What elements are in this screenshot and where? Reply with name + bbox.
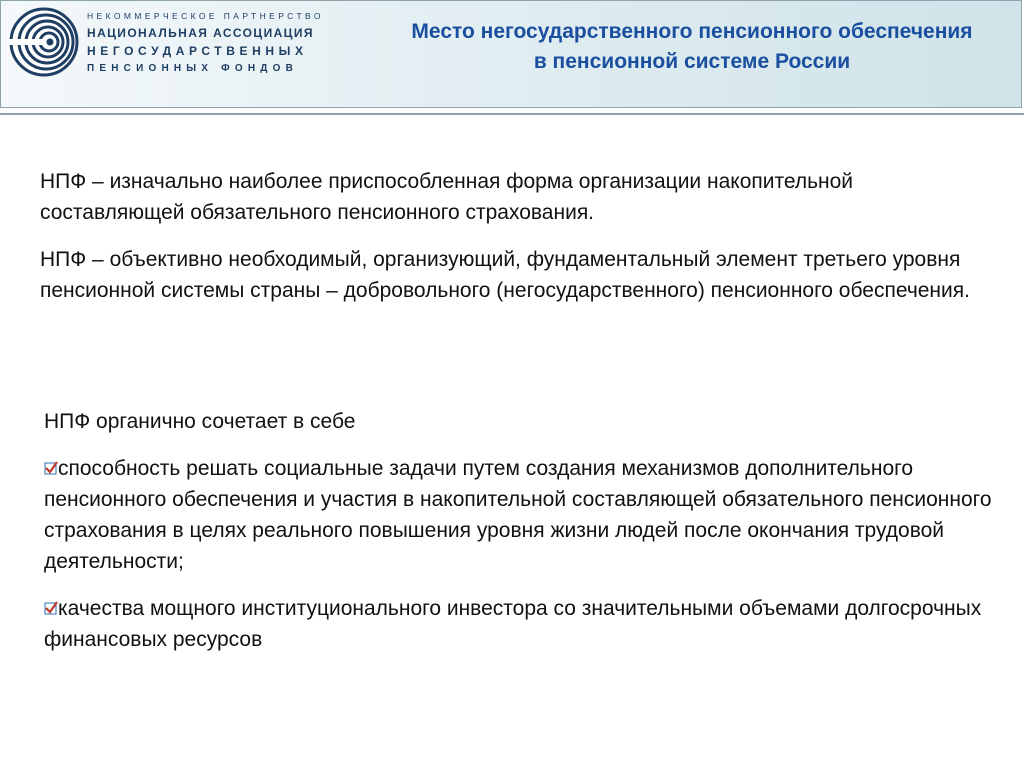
org-line-1: НЕКОММЕРЧЕСКОЕ ПАРТНЕРСТВО	[87, 11, 324, 21]
paragraph-2: НПФ – объективно необходимый, организующий, фундаментальный элемент третьего уровня пенсионной системы страны – добровольного (негосударственного) пенсионного обеспечения.	[40, 248, 970, 302]
bullet-item-2	[44, 593, 1004, 655]
slide-title: Место негосударственного пенсионного обеспечения в пенсионной системе России	[411, 20, 973, 73]
paragraph-1: НПФ – изначально наиболее приспособленная форма организации накопительной составляющей обязательного пенсионного страхования.	[40, 170, 854, 224]
slide-header	[0, 0, 1022, 108]
checkmark-arrow-bullet-icon	[44, 600, 58, 616]
header-divider	[0, 113, 1024, 115]
org-line-2: НАЦИОНАЛЬНАЯ АССОЦИАЦИЯ	[87, 26, 314, 40]
bullet-text-2: качества мощного институционального инвестора со значительными объемами долгосрочных финансовых ресурсов	[44, 597, 982, 651]
bullet-text-1: способность решать социальные задачи путем создания механизмов дополнительного пенсионного обеспечения и участия в накопительной составляющей обязательного пенсионного страхования в целях реального повышения уровня жизни людей после окончания трудовой деятельности;	[44, 457, 992, 573]
checkmark-arrow-bullet-icon	[44, 460, 58, 476]
bullets-intro: НПФ органично сочетает в себе	[44, 410, 356, 433]
logo-spiral-icon	[9, 7, 79, 77]
org-line-3: НЕГОСУДАРСТВЕННЫХ	[87, 44, 308, 58]
organization-name	[87, 11, 324, 74]
org-line-4: ПЕНСИОННЫХ ФОНДОВ	[87, 63, 299, 74]
bullet-item-1	[44, 453, 1004, 577]
